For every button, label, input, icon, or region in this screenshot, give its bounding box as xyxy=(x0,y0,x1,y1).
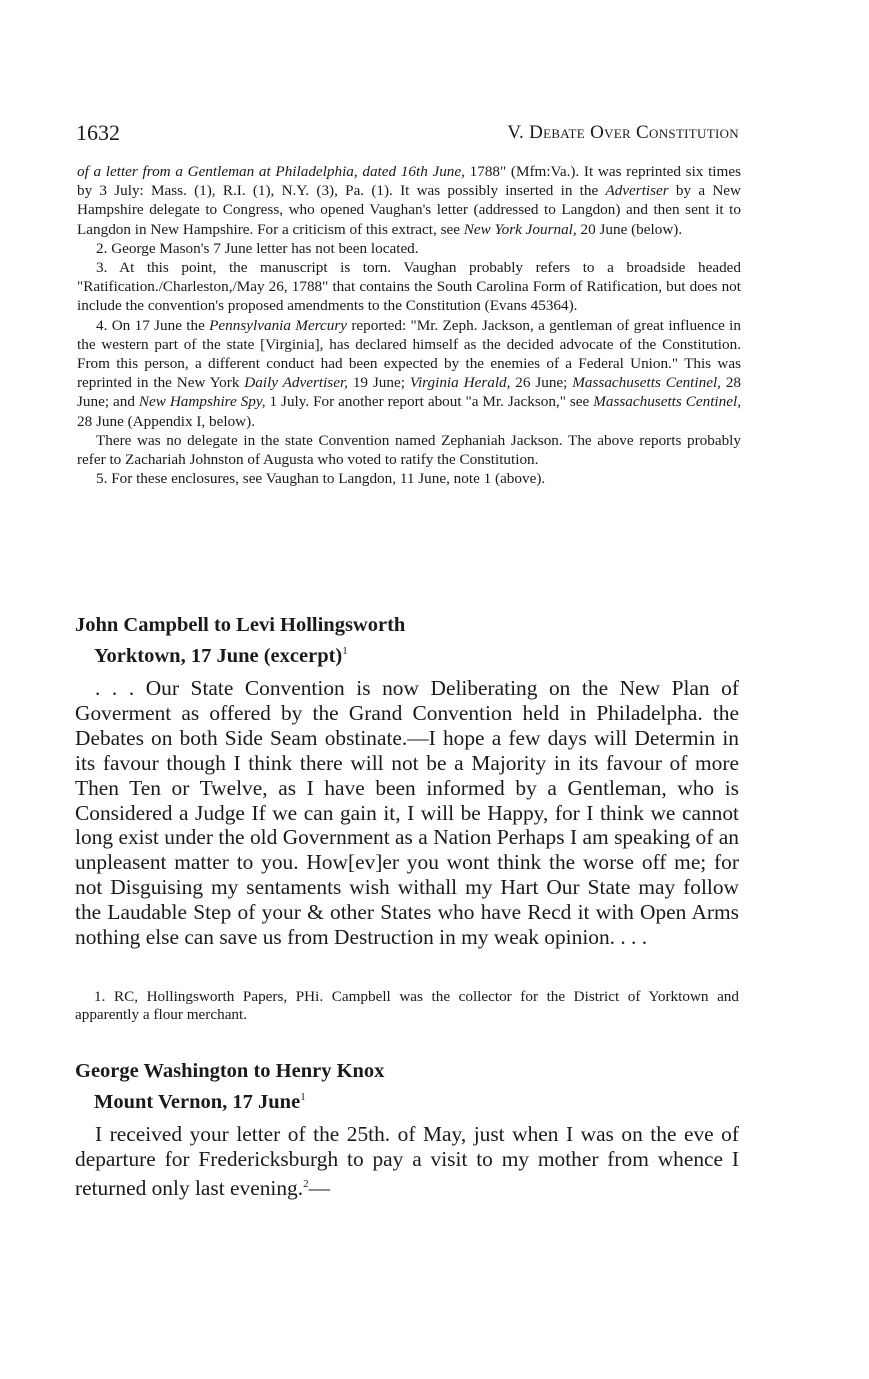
note-italic: Massachusetts Centinel, xyxy=(593,393,741,411)
note-1-continued xyxy=(77,162,741,239)
note-4 xyxy=(77,316,741,431)
note-text: 4. On 17 June the xyxy=(96,316,210,334)
note-italic: Virginia Herald, xyxy=(409,374,511,392)
letter-1-heading xyxy=(75,612,405,669)
footnote-marker: 1 xyxy=(342,645,348,657)
footnotes-continued xyxy=(77,162,741,488)
letter-2-text xyxy=(75,1122,739,1201)
note-italic: Advertiser xyxy=(605,182,669,200)
letter-2-text-end: — xyxy=(308,1175,330,1200)
note-italic: New York Journal, xyxy=(463,220,577,238)
note-italic: Pennsylvania Mercury xyxy=(209,316,348,334)
note-text: 28 June; and xyxy=(77,374,742,411)
note-text: 20 June (below). xyxy=(576,220,683,238)
note-text: 1 July. For another report about "a Mr. Jackson," see xyxy=(265,393,594,411)
letter-1-footnotes xyxy=(75,988,739,1024)
letter-1-note-1: 1. RC, Hollingsworth Papers, PHi. Campbell was the collector for the District of Yorktown and apparently a flour merchant. xyxy=(75,988,739,1023)
letter-2-title: George Washington to Henry Knox xyxy=(75,1060,385,1082)
note-italic: Daily Advertiser, xyxy=(244,374,348,392)
letter-1-title: John Campbell to Levi Hollingsworth xyxy=(75,614,406,636)
letter-2-subtitle-line xyxy=(75,1084,384,1115)
letter-2-subtitle: Mount Vernon, 17 June xyxy=(94,1090,301,1113)
letter-1-subtitle: Yorktown, 17 June (excerpt) xyxy=(94,644,343,667)
note-text: 26 June; xyxy=(510,374,573,392)
note-4-continued: There was no delegate in the state Convention named Zephaniah Jackson. The above reports probably refer to Zachariah Johnston of Augusta who voted to ratify the Constitution. xyxy=(77,431,741,469)
note-text: 19 June; xyxy=(347,374,410,392)
letter-1-text: . . . Our State Convention is now Deliberating on the New Plan of Goverment as offered by the Grand Convention held in Philadelpha. the Debates on both Side Seam obstinate.—I hope a few days will Determin in its favour though I think there will not be a Majority in its favour of more Then Ten or Twelve, as I have been informed by a Gentleman, who is Considered a Judge If we can gain it, I will be Happy, for I think we cannot long exist under the old Government as a Nation Perhaps I am speaking of an unpleasent matter to you. How[ev]er you wont think the worse off me; for not Disguising my sentaments wish withall my Hart Our State may follow the Laudable Step of your & other States who have Recd it with Open Arms nothing else can save us from Destruction in my weak opinion. . . . xyxy=(75,676,739,950)
note-2: 2. George Mason's 7 June letter has not been located. xyxy=(96,239,419,257)
letter-1-body xyxy=(75,676,739,950)
note-text: reported: "Mr. Zeph. Jackson, a gentleman of great influence in the western part of the state [Virginia], has declared himself as the decided advocate of the Constitution. From this person, a different conduct had been expected by the enemies of a Federal Union." This was reprinted in the New York xyxy=(77,316,741,392)
footnote-marker: 1 xyxy=(300,1091,306,1103)
running-head: V. Debate Over Constitution xyxy=(507,122,739,143)
note-text: by a New Hampshire delegate to Congress, who opened Vaughan's letter (addressed to Langdon) and then sent it to Langdon in New Hampshire. For a criticism of this extract, see xyxy=(77,182,741,238)
note-italic: of a letter from a Gentleman at Philadelphia, dated 16th June, xyxy=(77,163,465,180)
letter-2-body xyxy=(75,1122,739,1201)
note-italic: New Hampshire Spy, xyxy=(138,393,266,411)
note-3: 3. At this point, the manuscript is torn. Vaughan probably refers to a broadside headed "Ratification./Charleston,/May 26, 1788" that contains the South Carolina Form of Ratification, but does not include the convention's proposed amendments to the Constitution (Evans 45364). xyxy=(77,259,741,315)
page-number: 1632 xyxy=(76,120,120,145)
letter-1-subtitle-line xyxy=(75,638,405,669)
note-5: 5. For these enclosures, see Vaughan to Langdon, 11 June, note 1 (above). xyxy=(96,470,546,488)
note-text: 1788" (Mfm:Va.). It was reprinted six times by 3 July: Mass. (1), R.I. (1), N.Y. (3), Pa. (1). It was possibly inserted in the xyxy=(77,163,741,200)
note-italic: Massachusetts Centinel, xyxy=(572,374,721,392)
letter-2-heading xyxy=(75,1058,384,1115)
page-header xyxy=(76,120,739,150)
note-text: 28 June (Appendix I, below). xyxy=(77,412,255,430)
footnote-marker: 2 xyxy=(303,1177,309,1190)
letter-2-text-main: I received your letter of the 25th. of May, just when I was on the eve of departure for Fredericksburgh to pay a visit to my mother from whence I returned only last evening. xyxy=(75,1122,739,1200)
